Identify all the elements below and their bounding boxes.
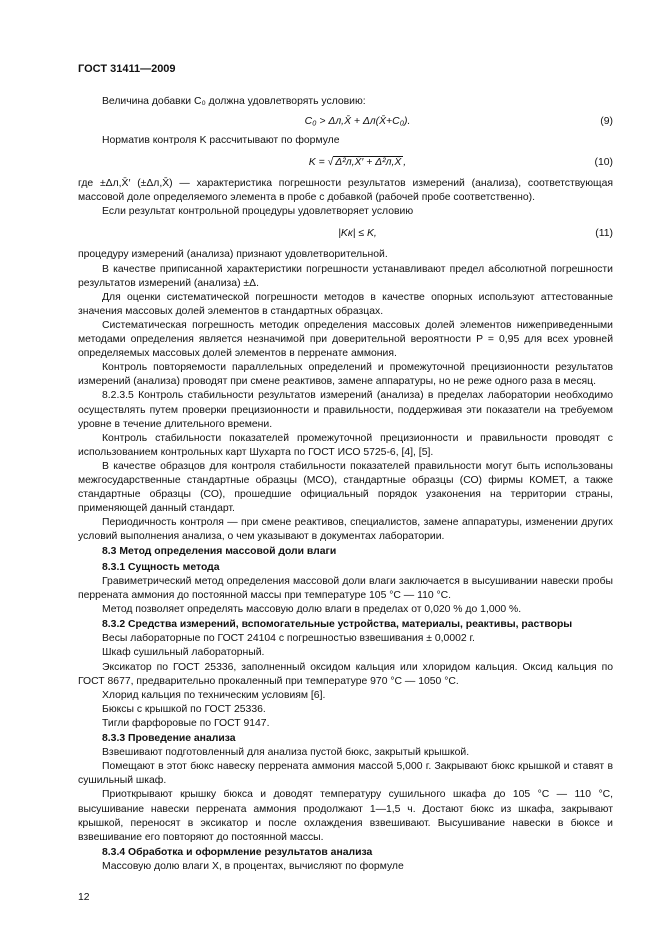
paragraph: процедуру измерений (анализа) признают удовлетворительной. [78, 249, 388, 261]
formula-9 [78, 109, 613, 134]
paragraph: Если результат контрольной процедуры удовлетворяет условию [102, 206, 414, 218]
formula-number: (9) [600, 116, 613, 128]
paragraph: Периодичность контроля — при смене реактивов, специалистов, замене аппаратуры, изменении других условий выполнения анализа, о чем указывают в документах лаборатории. [78, 517, 613, 543]
paragraph: Массовую долю влаги X, в процентах, вычисляют по формуле [102, 861, 404, 873]
page-number: 12 [78, 892, 90, 904]
section-heading: 8.3.2 Средства измерений, вспомогательные устройства, материалы, реактивы, растворы [102, 619, 573, 631]
formula-number: (10) [594, 157, 613, 169]
paragraph: Тигли фарфоровые по ГОСТ 9147. [102, 717, 270, 729]
paragraph: Для оценки систематической погрешности методов в качестве опорных используют аттестованные значения массовых долей элементов в стандартных образцах. [78, 291, 613, 317]
formula-11 [78, 219, 613, 248]
formula-expression-radicand: Δ²л,X̄′ + Δ²л,X̄ [335, 157, 402, 169]
paragraph: В качестве приписанной характеристики погрешности устанавливают предел абсолютной погрешности результатов измерений (анализа) ±Δ. [78, 263, 613, 289]
paragraph: Эксикатор по ГОСТ 25336, заполненный оксидом кальция или хлоридом кальция. Оксид кальция по ГОСТ 8677, предварительно прокаленный при температуре 970 °С — 1050 °С. [78, 661, 613, 687]
paragraph: Метод позволяет определять массовую долю влаги в пределах от 0,020 % до 1,000 %. [102, 604, 522, 616]
formula-number: (11) [595, 228, 613, 240]
paragraph: Норматив контроля K рассчитывают по формуле [102, 135, 340, 147]
paragraph: В качестве образцов для контроля стабильности показателей правильности могут быть использованы межгосударственные стандартные образцы (МСО), стандартные образцы (СО) фирмы КОМЕТ, а также стандартные образцы (СО), прошедшие официальный порядок узаконения на территории страны, применяющей данный стандарт. [78, 460, 613, 515]
paragraph: Шкаф сушильный лабораторный. [102, 647, 265, 659]
section-heading: 8.3.4 Обработка и оформление результатов анализа [102, 846, 373, 858]
paragraph: Помещают в этот бюкс навеску перрената аммония массой 5,000 г. Закрывают бюкс крышкой и ставят в сушильный шкаф. [78, 761, 613, 787]
formula-expression: |Kк| ≤ K, [338, 228, 377, 240]
formula-expression: C₀ > Δл,X̄ + Δл(X̄+C₀). [304, 116, 411, 128]
section-heading: 8.3.3 Проведение анализа [102, 732, 236, 744]
paragraph: Весы лабораторные по ГОСТ 24104 с погрешностью взвешивания ± 0,0002 г. [102, 633, 475, 645]
paragraph: Величина добавки C₀ должна удовлетворять условию: [102, 96, 366, 107]
section-heading: 8.3 Метод определения массовой доли влаги [102, 546, 337, 558]
paragraph: где ±Δл,X̄′ (±Δл,X̄) — характеристика погрешности результатов измерений (анализа), соответствующая массовой доле определяемого элемента в пробе с добавкой (рабочей пробе соответственно). [78, 178, 613, 204]
paragraph: Гравиметрический метод определения массовой доли влаги заключается в высушивании навески пробы перрената аммония до постоянной массы при температуре 105 °С — 110 °С. [78, 575, 613, 601]
paragraph: Приоткрывают крышку бюкса и доводят температуру сушильного шкафа до 105 °С — 110 °С, высушивание навески перрената аммония продолжают 1—1,5 ч. Достают бюкс из шкафа, закрывают крышкой, переносят в эксикатор и после охлаждения взвешивают. Высушивание навески в бюксе и взвешивание его повторяют до постоянной массы. [78, 789, 613, 843]
paragraph: Взвешивают подготовленный для анализа пустой бюкс, закрытый крышкой. [102, 747, 470, 759]
paragraph: 8.2.3.5 Контроль стабильности результатов измерений (анализа) в пределах лаборатории необходимо осуществлять путем проверки прецизионности и правильности, поддерживая эти показатели на требуемом уровне в течение длительного времени. [78, 390, 613, 430]
paragraph: Контроль стабильности показателей промежуточной прецизионности и правильности проводят с использованием контрольных карт Шухарта по ГОСТ ИСО 5725-6, [4], [5]. [78, 432, 613, 458]
formula-expression-right: , [403, 157, 407, 169]
paragraph: Систематическая погрешность методик определения массовых долей элементов нижеприведенными методами определения является незначимой при доверительной вероятности P = 0,95 для всех уровней определяемых массовых долей элементов в перренате аммония. [78, 319, 613, 360]
paragraph: Хлорид кальция по техническим условиям [6]. [102, 689, 326, 701]
formula-expression-left: K = √ [308, 157, 334, 169]
formula-10 [78, 148, 613, 177]
document-header: ГОСТ 31411—2009 [78, 63, 176, 75]
paragraph: Бюксы с крышкой по ГОСТ 25336. [102, 703, 266, 715]
section-heading: 8.3.1 Сущность метода [102, 561, 220, 573]
paragraph: Контроль повторяемости параллельных определений и промежуточной прецизионности результатов измерений (анализа) проводят при смене реактивов, замене аппаратуры, но не реже одного раза в месяц. [78, 362, 613, 388]
document-page [78, 63, 613, 903]
